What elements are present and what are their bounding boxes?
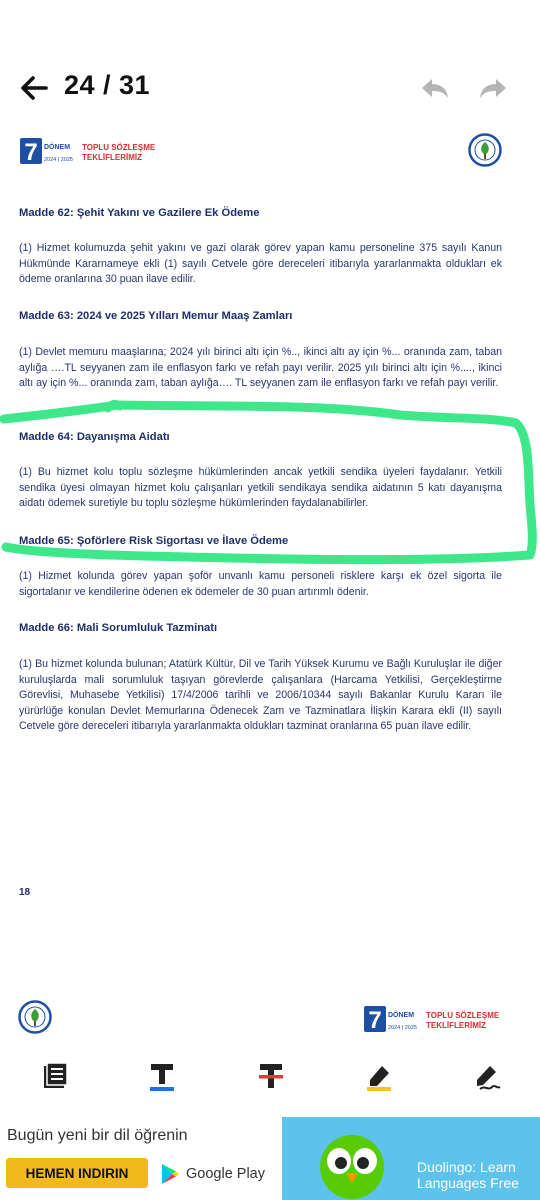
svg-text:7: 7 bbox=[368, 1007, 382, 1034]
text-underline-icon[interactable] bbox=[147, 1060, 177, 1092]
google-play-badge[interactable] bbox=[160, 1160, 270, 1188]
madde-62-title: Madde 62: Şehit Yakını ve Gazilere Ek Ödeme bbox=[19, 207, 260, 219]
svg-text:2024 | 2025: 2024 | 2025 bbox=[44, 157, 73, 163]
google-play-label: Google Play bbox=[186, 1166, 265, 1182]
svg-text:2024 | 2025: 2024 | 2025 bbox=[388, 1025, 417, 1031]
svg-text:TOPLU SÖZLEŞME: TOPLU SÖZLEŞME bbox=[426, 1011, 500, 1020]
madde-64-title: Madde 64: Dayanışma Aidatı bbox=[19, 431, 170, 443]
madde-62-body: (1) Hizmet kolumuzda şehit yakını ve gazi olarak görev yapan kamu personeline 375 sayılı Kanun Hükmünde Kararnameye ekli (1) sayılı Cetvele göre dereceleri itibarıyla yararlanmakta oldukları ek ödeme oranlarına 30 puan ilave edilir. bbox=[19, 242, 502, 285]
page-gap bbox=[0, 955, 540, 997]
text-strikethrough-icon[interactable] bbox=[256, 1060, 286, 1092]
madde-64-body: (1) Bu hizmet kolu toplu sözleşme hükümlerinden ancak yetkili sendika üyeleri faydalanır. Yetkili sendika üyesi olmayan hizmet kolu çalışanları yetkili sendikaya sendika aidatının 5 katı dayanışma aidatı ödemek suretiyle bu toplu sözleşme hükümlerinden faydalanabilirler. bbox=[19, 466, 502, 509]
book-icon[interactable] bbox=[40, 1060, 70, 1092]
svg-text:DÖNEM: DÖNEM bbox=[44, 144, 71, 151]
toplu-sozlesme-logo bbox=[364, 1004, 504, 1034]
svg-text:7: 7 bbox=[24, 139, 38, 166]
signature-pen-icon[interactable] bbox=[472, 1060, 502, 1092]
page-counter: 24 / 31 bbox=[64, 70, 151, 100]
madde-63-title: Madde 63: 2024 ve 2025 Yılları Memur Maaş Zamları bbox=[19, 310, 293, 322]
duolingo-owl-icon bbox=[317, 1125, 387, 1200]
redo-icon[interactable] bbox=[478, 76, 508, 102]
ad-image[interactable] bbox=[282, 1117, 540, 1200]
page-number: 18 bbox=[19, 887, 31, 898]
ad-headline: Bugün yeni bir dil öğrenin bbox=[7, 1127, 188, 1144]
green-highlight-annotation[interactable] bbox=[0, 395, 540, 570]
svg-text:DÖNEM: DÖNEM bbox=[388, 1012, 415, 1019]
undo-icon[interactable] bbox=[420, 76, 450, 102]
google-play-icon bbox=[160, 1163, 180, 1185]
madde-66-title: Madde 66: Mali Sorumluluk Tazminatı bbox=[19, 622, 218, 634]
top-bar bbox=[0, 0, 540, 135]
union-seal-icon bbox=[468, 133, 502, 167]
madde-65-body: (1) Hizmet kolunda görev yapan şoför unvanlı kamu personeli risklere karşı ek özel sigorta ile sigortalanır ve kendilerine ödenen ek ödemeler de 30 puan artırımlı ödenir. bbox=[19, 570, 502, 598]
madde-65-title: Madde 65: Şoförlere Risk Sigortası ve İlave Ödeme bbox=[19, 535, 289, 547]
ad-install-button[interactable]: HEMEN INDIRIN bbox=[6, 1158, 148, 1188]
svg-text:TEKLİFLERİMİZ: TEKLİFLERİMİZ bbox=[426, 1021, 486, 1030]
highlighter-icon[interactable] bbox=[364, 1060, 394, 1092]
back-arrow-icon[interactable] bbox=[18, 72, 50, 104]
union-seal-icon bbox=[18, 1000, 52, 1034]
svg-text:TOPLU SÖZLEŞME: TOPLU SÖZLEŞME bbox=[82, 143, 156, 152]
toplu-sozlesme-logo bbox=[20, 136, 160, 166]
madde-66-body: (1) Bu hizmet kolunda bulunan; Atatürk Kültür, Dil ve Tarih Yüksek Kurumu ve Bağlı Kuruluşlar ile diğer kuruluşlarda mali sorumluluk taşıyan görevlerde çalışanlara (Harcama Yetkilisi, Gerçekleştirme Görevlisi, Muhasebe Yetkilisi) 17/4/2006 tarihli ve 2006/10344 sayılı Bakanlar Kurulu Kararı ile yürürlüğe konulan Devlet Memurlarına Ödenecek Zam ve Tazminatlara İlişkin Karara ekli (II) sayılı Cetvele göre dereceleri itibarıyla yararlanmakta oldukları tazminat oranlarına 65 puan ilave edilir. bbox=[19, 658, 502, 732]
ad-banner-text: Duolingo: Learn Languages Free bbox=[417, 1159, 519, 1191]
madde-63-body: (1) Devlet memuru maaşlarına; 2024 yılı birinci altı için %.., ikinci altı ay için %... oranında zam, taban aylığa ….TL seyyanen zam ile enflasyon farkı ve refah payı verilir. 2025 yılı birinci altı için %...., ikinci altı ay için %... oranında zam, taban aylığa…. TL seyyanen zam ile enflasyon farkı ve refah payı verilir. bbox=[19, 346, 502, 389]
svg-text:TEKLİFLERİMİZ: TEKLİFLERİMİZ bbox=[82, 153, 142, 162]
